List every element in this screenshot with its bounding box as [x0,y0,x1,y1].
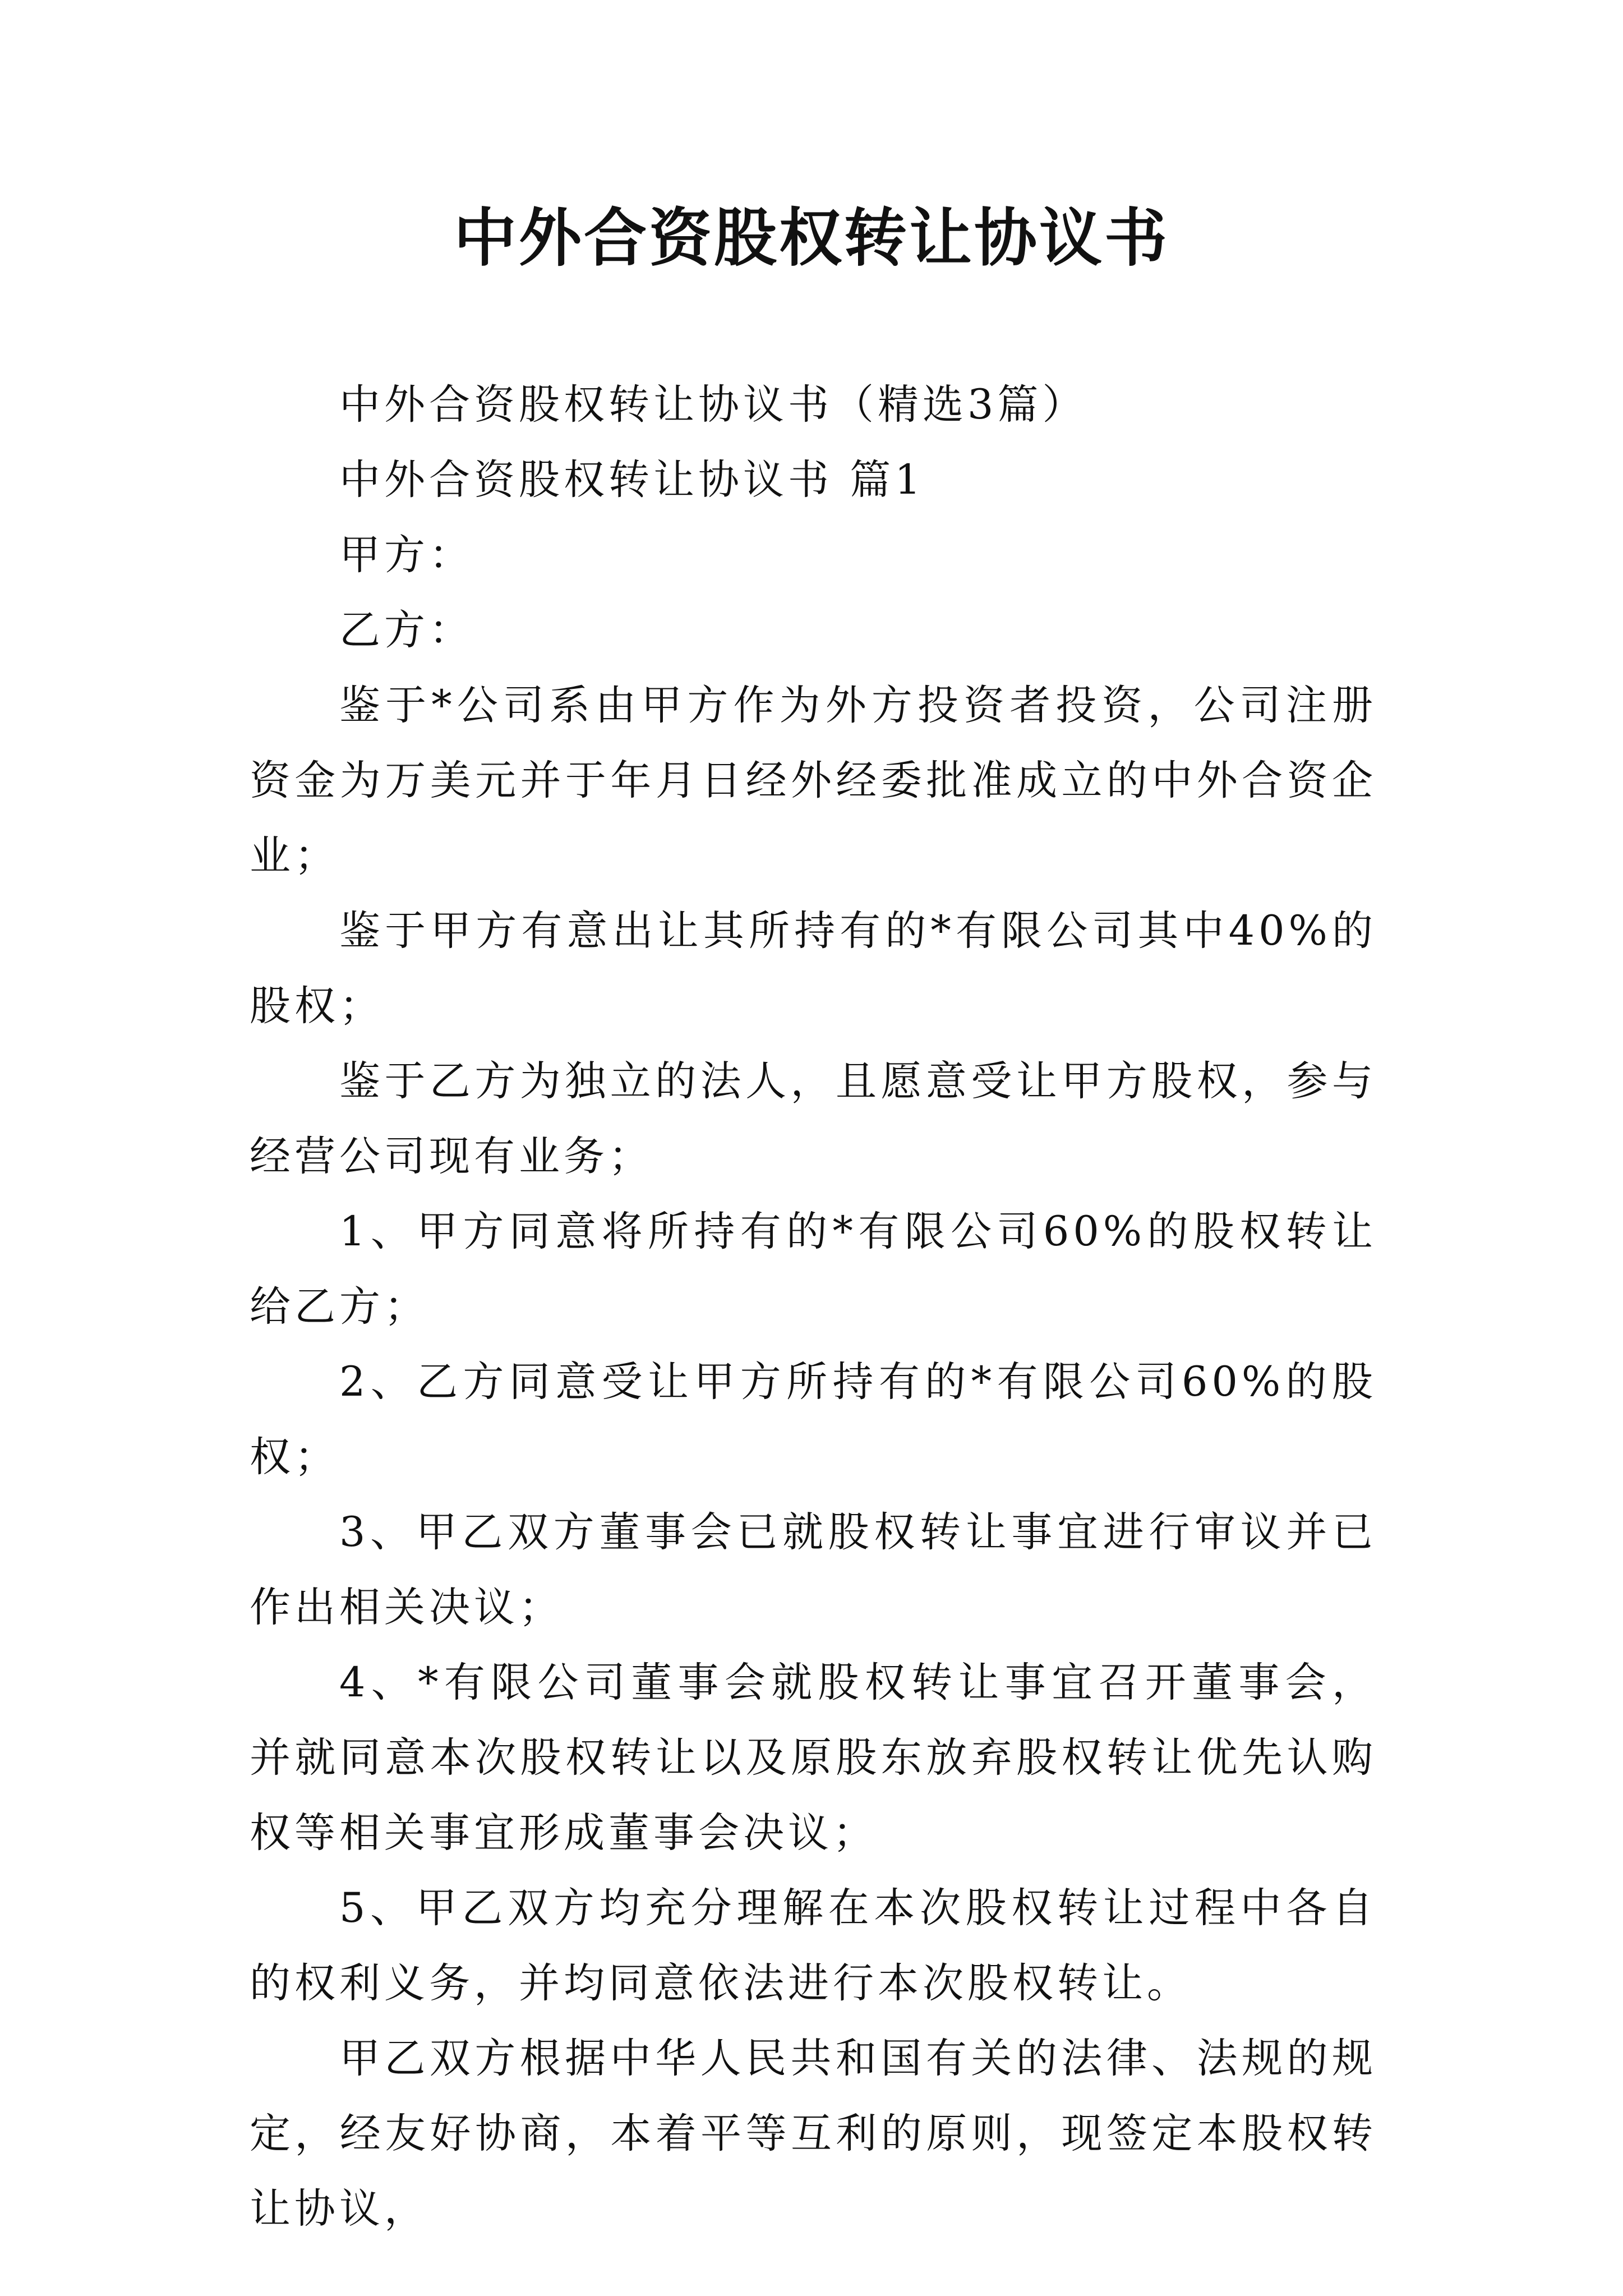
paragraph-party-a: 甲方： [339,531,474,579]
paragraph-recital-2: 鉴于甲方有意出让其所持有的*有限公司其中40%的股权； [250,907,1377,1030]
paragraph-item-5: 5、甲乙双方均充分理解在本次股权转让过程中各自的权利义务，并均同意依法进行本次股权转让。 [250,1884,1377,2007]
paragraph-recital-1: 鉴于*公司系由甲方作为外方投资者投资，公司注册资金为万美元并于年月日经外经委批准成立的中外合资企业； [250,682,1377,880]
paragraph-item-1: 1、甲方同意将所持有的*有限公司60%的股权转让给乙方； [250,1208,1377,1331]
paragraph-closing: 甲乙双方根据中华人民共和国有关的法律、法规的规定，经友好协商，本着平等互利的原则，现签定本股权转让协议， [250,2035,1377,2233]
document-body [250,367,1377,2247]
paragraph-item-2: 2、乙方同意受让甲方所持有的*有限公司60%的股权； [250,1358,1377,1481]
paragraph-subtitle: 中外合资股权转让协议书（精选3篇） [339,381,1087,429]
paragraph-item-3: 3、甲乙双方董事会已就股权转让事宜进行审议并已作出相关决议； [250,1508,1377,1631]
paragraph-recital-3: 鉴于乙方为独立的法人，且愿意受让甲方股权，参与经营公司现有业务； [250,1057,1377,1180]
paragraph-item-4: 4、*有限公司董事会就股权转让事宜召开董事会，并就同意本次股权转让以及原股东放弃股权转让优先认购权等相关事宜形成董事会决议； [250,1659,1377,1857]
paragraph-party-b: 乙方： [339,606,474,654]
document-title: 中外合资股权转让协议书 [454,201,1169,275]
paragraph-section-heading: 中外合资股权转让协议书 篇1 [339,456,925,504]
